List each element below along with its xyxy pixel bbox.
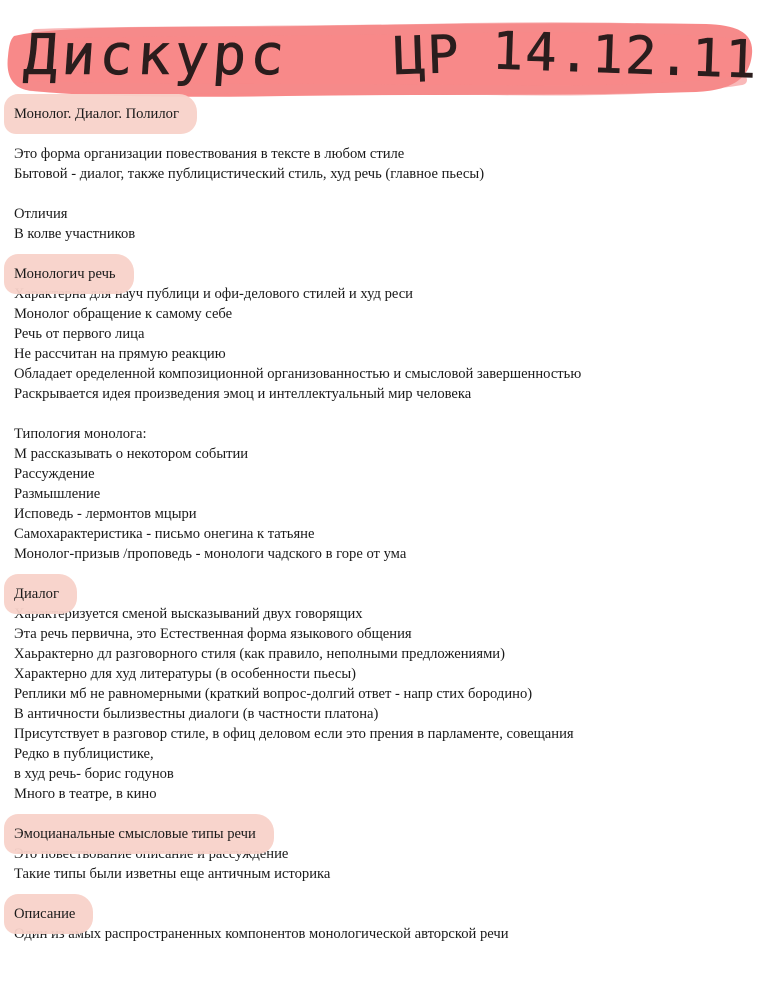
note-line: Много в театре, в кино [14, 786, 157, 802]
note-line: Это форма организации повествования в тексте в любом стиле [14, 146, 405, 162]
title-date: 14.12.11 [491, 21, 760, 91]
section-heading: Диалог [14, 586, 59, 602]
note-line: В античности былизвестны диалоги (в частности платона) [14, 706, 379, 722]
section-heading-row [14, 584, 754, 604]
note-line: Не рассчитан на прямую реакцию [14, 346, 226, 362]
title-banner [6, 14, 758, 98]
note-line: Присутствует в разговор стиле, в офиц деловом если это прения в парламенте, совещания [14, 726, 574, 742]
section-heading-row [14, 264, 754, 284]
note-line: Один из амых распространенных компонентов монологической авторской речи [14, 926, 509, 942]
section-heading: Монолог. Диалог. Полилог [14, 106, 179, 122]
title-code: ЦР [392, 24, 462, 88]
section-heading-row [14, 904, 754, 924]
note-line: Самохарактеристика - письмо онегина к татьяне [14, 526, 315, 542]
note-line: Такие типы были изветны еще античным историка [14, 866, 331, 882]
notes-body [14, 104, 754, 944]
spacer [14, 884, 754, 904]
note-line: Реплики мб не равномерными (краткий вопрос-долгий ответ - напр стих бородино) [14, 686, 533, 702]
note-line: Раскрывается идея произведения эмоц и интеллектуальный мир человека [14, 386, 472, 402]
note-line: Монолог обращение к самому себе [14, 306, 233, 322]
note-line: М рассказывать о некотором событии [14, 446, 249, 462]
note-line: Размышление [14, 486, 101, 502]
note-line: Отличия [14, 206, 68, 222]
page-title: Дискурс [21, 23, 291, 88]
note-line: Характерно для худ литературы (в особенности пьесы) [14, 666, 357, 682]
note-line: в худ речь- борис годунов [14, 766, 174, 782]
note-line: Рассуждение [14, 466, 95, 482]
section-heading-row [14, 824, 754, 844]
note-line: Исповедь - лермонтов мцыри [14, 506, 197, 522]
note-line: Речь от первого лица [14, 326, 145, 342]
section-heading-row [14, 104, 754, 124]
note-line: Характерна для науч публици и офи-делового стилей и худ реси [14, 286, 413, 302]
spacer [14, 564, 754, 584]
note-line: Обладает оределенной композиционной организованностью и смысловой завершенностью [14, 366, 582, 382]
note-line: В колве участников [14, 226, 136, 242]
note-line: Монолог-призыв /проповедь - монологи чадского в горе от ума [14, 546, 407, 562]
note-line: Характеризуется сменой высказываний двух говорящих [14, 606, 363, 622]
spacer [14, 184, 754, 204]
note-line: Это повествование описание и рассуждение [14, 846, 289, 862]
note-line: Бытовой - диалог, также публицистический стиль, худ речь (главное пьесы) [14, 166, 485, 182]
section-heading: Описание [14, 906, 76, 922]
spacer [14, 404, 754, 424]
note-line: Эта речь первична, это Естественная форма языкового общения [14, 626, 412, 642]
section-heading: Эмоцианальные смысловые типы речи [14, 826, 256, 842]
note-line: Редко в публицистике, [14, 746, 154, 762]
note-line: Хаьрактерно дл разговорного стиля (как правило, неполными предложениями) [14, 646, 505, 662]
section-heading: Монологич речь [14, 266, 116, 282]
note-line: Типология монолога: [14, 426, 147, 442]
